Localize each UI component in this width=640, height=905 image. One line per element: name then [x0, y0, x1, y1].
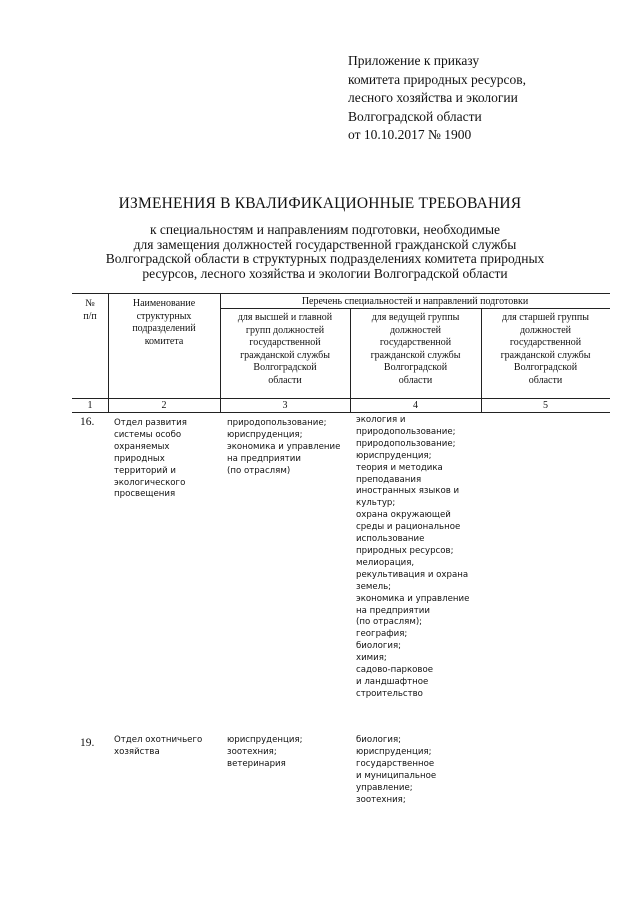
- row-number: 16.: [80, 416, 95, 428]
- cell-line: преподавания: [356, 474, 422, 485]
- cell-line: просвещения: [114, 489, 176, 500]
- cell-line: Отдел охотничьего: [114, 735, 203, 745]
- cell-line: природопользование;: [356, 426, 456, 437]
- cell-line: экологического: [114, 477, 186, 488]
- cell-line: биология;: [356, 735, 402, 745]
- cell-line: и ландшафтное: [356, 676, 429, 687]
- cell-line: биология;: [356, 641, 402, 652]
- cell-line: (по отраслям): [227, 465, 291, 476]
- header-number: № п/п: [83, 298, 97, 322]
- row-unit-name: [114, 735, 202, 759]
- appendix-line: от 10.10.2017 № 1900: [348, 127, 472, 142]
- cell-line: управление;: [356, 782, 413, 793]
- cell-line: экономика и управление: [227, 441, 341, 452]
- column-number: 1: [87, 400, 93, 411]
- cell-line: география;: [356, 629, 408, 640]
- subtitle-line: для замещения должностей государственной гражданской службы: [133, 236, 517, 252]
- appendix-line: комитета природных ресурсов,: [348, 71, 526, 87]
- cell-line: охраняемых: [114, 441, 170, 452]
- subtitle-line: к специальностям и направлениям подготовки, необходимые: [149, 222, 501, 237]
- cell-line: химия;: [356, 653, 387, 664]
- header-bottom-border: [72, 398, 610, 399]
- row-col4-specialties: [356, 735, 436, 806]
- subtitle-line: Волгоградской области в структурных подразделениях комитета природных: [105, 251, 545, 266]
- cell-line: юриспруденция;: [356, 450, 432, 461]
- cell-line: и муниципальное: [356, 770, 437, 781]
- row-col4-specialties: [356, 415, 469, 701]
- cell-line: зоотехния;: [227, 746, 277, 757]
- cell-line: на предприятии: [356, 605, 430, 616]
- cell-line: рекультивация и охрана: [356, 569, 469, 580]
- row-col3-specialties: [227, 418, 340, 478]
- table-top-border: [72, 293, 610, 294]
- cell-line: природных: [114, 453, 165, 464]
- cell-line: зоотехния;: [356, 794, 406, 805]
- row-number: 19.: [80, 737, 95, 749]
- cell-line: территорий и: [114, 465, 176, 476]
- cell-line: экология и: [356, 415, 406, 425]
- header-group: Перечень специальностей и направлений подготовки: [301, 296, 529, 307]
- cell-line: (по отраслям);: [356, 617, 423, 628]
- column-number: 4: [413, 400, 418, 411]
- column-number: 5: [543, 400, 548, 411]
- document-title: ИЗМЕНЕНИЯ В КВАЛИФИКАЦИОННЫЕ ТРЕБОВАНИЯ: [118, 195, 522, 212]
- cell-line: использование: [356, 534, 425, 545]
- cell-line: государственное: [356, 758, 435, 769]
- header-col4: для ведущей группы должностей государственной гражданской службы Волгоградской области: [370, 312, 461, 386]
- cell-line: строительство: [356, 688, 423, 699]
- cell-line: иностранных языков и: [356, 486, 460, 497]
- cell-line: земель;: [356, 581, 392, 592]
- cell-line: ветеринария: [227, 758, 286, 769]
- cell-line: хозяйства: [114, 746, 160, 757]
- header-col5: для старшей группы должностей государственной гражданской службы Волгоградской области: [500, 312, 591, 386]
- cell-line: теория и методика: [356, 462, 443, 473]
- document-subtitle: [70, 223, 580, 281]
- cell-line: природных ресурсов;: [356, 545, 454, 556]
- cell-line: культур;: [356, 498, 396, 509]
- cell-line: экономика и управление: [356, 593, 470, 604]
- cell-line: садово-парковое: [356, 665, 434, 676]
- appendix-block: [348, 52, 526, 145]
- cell-line: мелиорация,: [356, 557, 415, 568]
- cell-line: юриспруденция;: [227, 429, 303, 440]
- cell-line: охрана окружающей: [356, 510, 451, 521]
- cell-line: среды и рациональное: [356, 522, 461, 533]
- column-numbers-bottom-border: [72, 412, 610, 413]
- cell-line: природопользование;: [356, 438, 456, 449]
- header-col3: для высшей и главной групп должностей государственной гражданской службы Волгоградской области: [237, 312, 333, 386]
- cell-line: юриспруденция;: [356, 746, 432, 757]
- cell-line: на предприятии: [227, 453, 301, 464]
- row-unit-name: [114, 418, 187, 501]
- row-col3-specialties: [227, 735, 303, 771]
- column-number: 2: [161, 400, 167, 411]
- subtitle-line: ресурсов, лесного хозяйства и экологии Волгоградской области: [142, 265, 508, 281]
- appendix-line: Волгоградской области: [348, 108, 482, 124]
- cell-line: юриспруденция;: [227, 735, 303, 745]
- cell-line: системы особо: [114, 429, 182, 440]
- appendix-line: лесного хозяйства и экологии: [348, 90, 518, 105]
- column-number: 3: [282, 400, 288, 411]
- cell-line: природопользование;: [227, 418, 327, 428]
- header-unit-name: Наименование структурных подразделений комитета: [132, 298, 196, 347]
- appendix-line: Приложение к приказу: [348, 53, 480, 68]
- cell-line: Отдел развития: [114, 418, 187, 428]
